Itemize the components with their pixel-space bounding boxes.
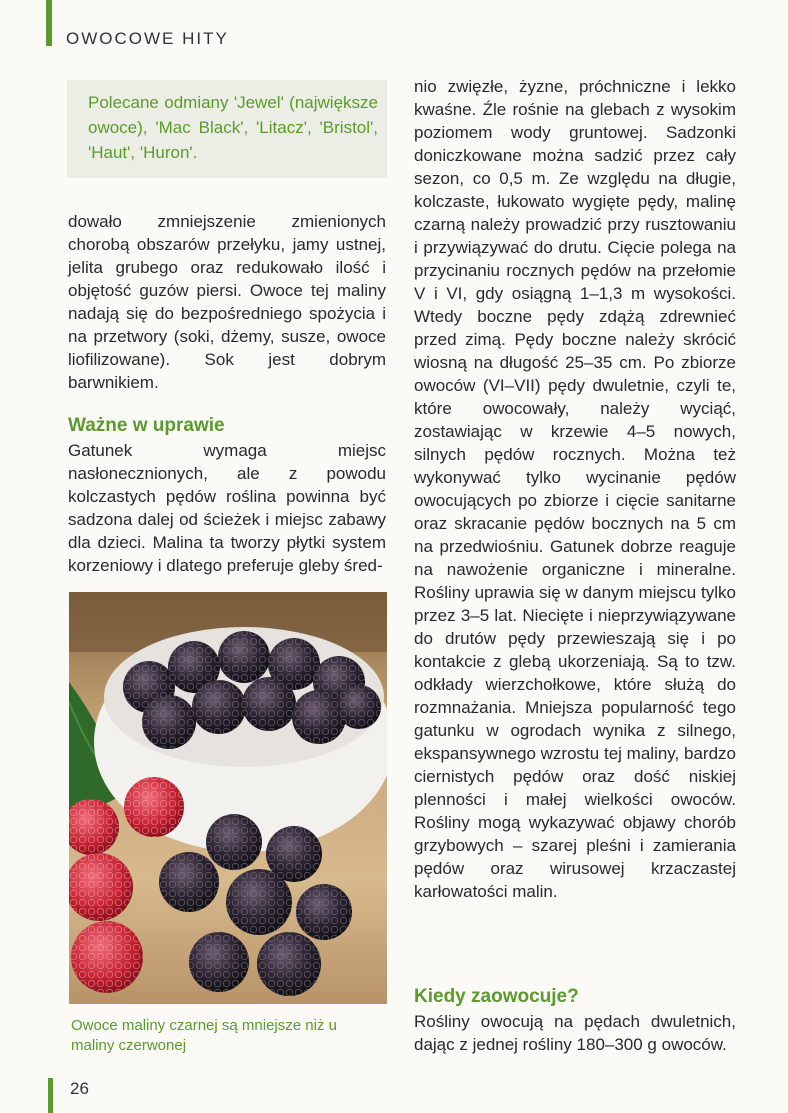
left-column-top bbox=[68, 210, 386, 394]
footer-accent-bar bbox=[48, 1078, 53, 1113]
right-column bbox=[414, 75, 736, 903]
paragraph-fruiting: Rośliny owocują na pędach dwuletnich, dając z jednej rośliny 180–300 g owoców. bbox=[414, 1012, 736, 1054]
black-raspberry-photo bbox=[69, 592, 387, 1004]
paragraph-cultivation: nio zwięzłe, żyzne, próchniczne i lekko kwaśne. Źle rośnie na glebach z wysokim poziomem wody gruntowej. Sadzonki doniczkowane można sadzić przez cały sezon, co 0,5 m. Ze względu na długie, kolczaste, łukowato wygięte pędy, malinę czarną należy prowadzić przy rusztowaniu i przywiązywać do drutu. Cięcie polega na przycinaniu rocznych pędów na przełomie V i VI, gdy osiągną 1–1,3 m wysokości. Wtedy boczne pędy zdążą zdrewnieć przed zimą. Pędy boczne należy skrócić wiosną na długość 25–35 cm. Po zbiorze owoców (VI–VII) pędy dwuletnie, czyli te, które owocowały, należy wyciąć, zostawiając w krzewie 4–5 nowych, silnych pędów rocznych. Można też wykonywać tylko wycinanie pędów owocujących po zbiorze i cięcie sanitarne oraz skracanie pędów bocznych na 5 cm na przedwiośniu. Gatunek dobrze reaguje na nawożenie organiczne i mineralne. Rośliny uprawia się w danym miejscu tylko przez 3–5 lat. Niecięte i nieprzywiązywane do drutów pędy przewieszają się i po kontakcie z glebą ukorzeniają. Są to tzw. odkłady wierzchołkowe, które służą do rozmnażania. Mniejsza popularność tego gatunku w ogrodach wynika z silnego, ekspansywnego wzrostu tej maliny, bardzo ciernistych pędów oraz dość niskiej plenności i małej wielkości owoców. Rośliny mogą wykazywać objawy chorób grzybowych – szarej pleśni i zamierania pędów oraz wirusowej krzaczastej karłowatości malin. bbox=[414, 77, 736, 901]
paragraph-care: Gatunek wymaga miejsc nasłonecznionych, ale z powodu kolczastych pędów roślina powinna być sadzona dalej od ścieżek i miejsc zabawy dla dzieci. Malina ta tworzy płytki system korzeniowy i dlatego preferuje gleby śred- bbox=[68, 441, 386, 575]
left-column-care bbox=[68, 414, 386, 577]
raspberry-illustration bbox=[69, 592, 387, 1004]
section-title: OWOCOWE HITY bbox=[66, 29, 229, 48]
heading-fruiting: Kiedy zaowocuje? bbox=[414, 986, 579, 1007]
page-number: 26 bbox=[70, 1079, 89, 1098]
recommended-varieties-text: Polecane odmiany 'Jewel' (największe owoce), 'Mac Black', 'Litacz', 'Bristol', 'Haut', 'Huron'. bbox=[88, 93, 378, 162]
paragraph-health: dowało zmniejszenie zmienionych chorobą obszarów przełyku, jamy ustnej, jelita grubego oraz redukowało ilość i objętość guzów piersi. Owoce tej maliny nadają się do bezpośredniego spożycia i na przetwory (soki, dżemy, susze, owoce liofilizowane). Sok jest dobrym barwnikiem. bbox=[68, 212, 386, 392]
right-column-fruiting bbox=[414, 985, 736, 1056]
photo-caption: Owoce maliny czarnej są mniejsze niż u maliny czerwonej bbox=[71, 1017, 337, 1054]
header-accent-bar bbox=[46, 0, 52, 46]
heading-care: Ważne w uprawie bbox=[68, 415, 225, 436]
